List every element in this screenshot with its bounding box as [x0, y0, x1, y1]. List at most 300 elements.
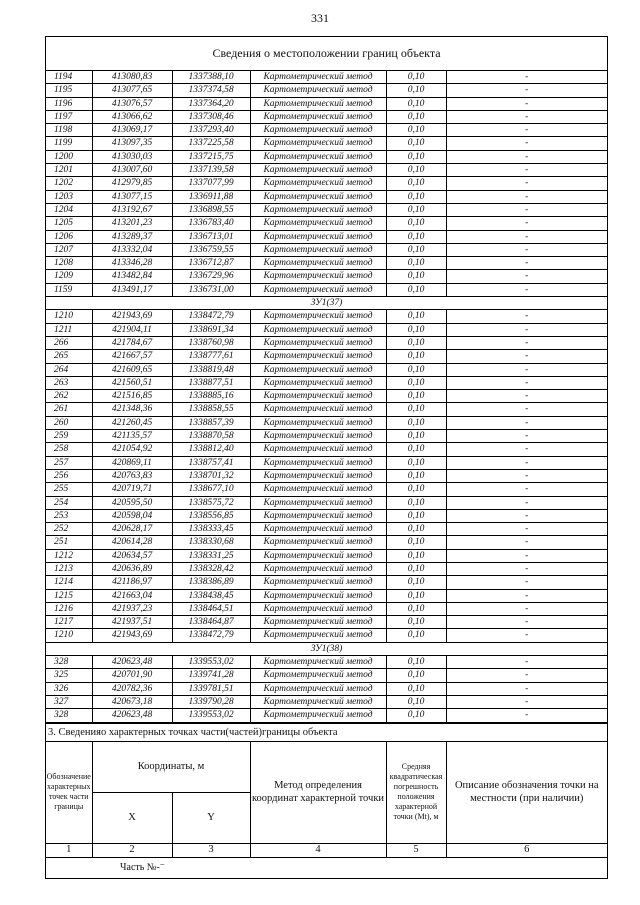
- table-row: [46, 323, 607, 336]
- table-row: [46, 124, 607, 137]
- description-cell: -: [446, 257, 607, 270]
- coord-x-cell: 413077,65: [92, 84, 172, 97]
- coord-x-cell: 421560,51: [92, 376, 172, 389]
- method-cell: Картометрический метод: [250, 483, 386, 496]
- point-number-cell: 1217: [46, 616, 92, 629]
- accuracy-cell: 0,10: [386, 403, 446, 416]
- point-number-cell: 1159: [46, 283, 92, 296]
- accuracy-cell: 0,10: [386, 177, 446, 190]
- description-cell: -: [446, 629, 607, 642]
- description-cell: -: [446, 523, 607, 536]
- coord-y-cell: 1338858,55: [172, 403, 250, 416]
- accuracy-cell: 0,10: [386, 230, 446, 243]
- coord-x-cell: 421943,69: [92, 629, 172, 642]
- method-cell: Картометрический метод: [250, 164, 386, 177]
- method-cell: Картометрический метод: [250, 190, 386, 203]
- table-row: [46, 257, 607, 270]
- table-row: [46, 84, 607, 97]
- method-cell: Картометрический метод: [250, 536, 386, 549]
- coordinates-table: [46, 71, 607, 723]
- point-number-cell: 1216: [46, 602, 92, 615]
- method-cell: Картометрический метод: [250, 137, 386, 150]
- table-row: [46, 629, 607, 642]
- description-cell: -: [446, 695, 607, 708]
- point-number-cell: 255: [46, 483, 92, 496]
- description-cell: -: [446, 336, 607, 349]
- point-number-cell: 328: [46, 656, 92, 669]
- accuracy-cell: 0,10: [386, 350, 446, 363]
- coord-y-cell: 1338328,42: [172, 562, 250, 575]
- accuracy-cell: 0,10: [386, 629, 446, 642]
- col-num-2: 2: [92, 843, 172, 857]
- method-cell: Картометрический метод: [250, 310, 386, 323]
- method-cell: Картометрический метод: [250, 616, 386, 629]
- accuracy-cell: 0,10: [386, 203, 446, 216]
- header-accuracy: Средняя квадратическая погрешность положения характерной точки (Mt), м: [386, 741, 446, 843]
- description-cell: -: [446, 656, 607, 669]
- accuracy-cell: 0,10: [386, 270, 446, 283]
- coord-y-cell: 1338472,79: [172, 629, 250, 642]
- description-cell: -: [446, 509, 607, 522]
- coord-x-cell: 421937,51: [92, 616, 172, 629]
- coord-x-cell: 420595,50: [92, 496, 172, 509]
- table-row: [46, 350, 607, 363]
- coord-x-cell: 421348,36: [92, 403, 172, 416]
- table-row: [46, 71, 607, 84]
- point-number-cell: 254: [46, 496, 92, 509]
- table-row: [46, 709, 607, 722]
- coord-y-cell: 1338877,51: [172, 376, 250, 389]
- col-num-5: 5: [386, 843, 446, 857]
- coord-y-cell: 1338575,72: [172, 496, 250, 509]
- coord-y-cell: 1338386,89: [172, 576, 250, 589]
- point-number-cell: 1210: [46, 629, 92, 642]
- table-row: [46, 416, 607, 429]
- col-num-1: 1: [46, 843, 92, 857]
- method-cell: Картометрический метод: [250, 562, 386, 575]
- method-cell: Картометрический метод: [250, 390, 386, 403]
- coord-y-cell: 1338333,45: [172, 523, 250, 536]
- coord-y-cell: 1337364,20: [172, 97, 250, 110]
- coord-x-cell: 413030,03: [92, 150, 172, 163]
- method-cell: Картометрический метод: [250, 71, 386, 84]
- coord-x-cell: 421663,04: [92, 589, 172, 602]
- coord-y-cell: 1337225,58: [172, 137, 250, 150]
- table-row: [46, 576, 607, 589]
- accuracy-cell: 0,10: [386, 137, 446, 150]
- coord-x-cell: 421135,57: [92, 430, 172, 443]
- coord-y-cell: 1336712,87: [172, 257, 250, 270]
- header-y: Y: [172, 792, 250, 843]
- description-cell: -: [446, 709, 607, 722]
- accuracy-cell: 0,10: [386, 709, 446, 722]
- coord-y-cell: 1337293,40: [172, 124, 250, 137]
- table-row: [46, 150, 607, 163]
- point-number-cell: 1196: [46, 97, 92, 110]
- method-cell: Картометрический метод: [250, 682, 386, 695]
- description-cell: -: [446, 536, 607, 549]
- point-number-cell: 252: [46, 523, 92, 536]
- point-number-cell: 1203: [46, 190, 92, 203]
- coord-y-cell: 1338330,68: [172, 536, 250, 549]
- coord-y-cell: 1338870,58: [172, 430, 250, 443]
- method-cell: Картометрический метод: [250, 629, 386, 642]
- description-cell: -: [446, 71, 607, 84]
- coord-y-cell: 1336729,96: [172, 270, 250, 283]
- accuracy-cell: 0,10: [386, 164, 446, 177]
- table-row: [46, 283, 607, 296]
- table-row: [46, 456, 607, 469]
- description-cell: -: [446, 150, 607, 163]
- method-cell: Картометрический метод: [250, 110, 386, 123]
- coord-x-cell: 420634,57: [92, 549, 172, 562]
- coord-y-cell: 1339781,51: [172, 682, 250, 695]
- coord-x-cell: 413491,17: [92, 283, 172, 296]
- table-row: [46, 682, 607, 695]
- description-cell: -: [446, 323, 607, 336]
- description-cell: -: [446, 469, 607, 482]
- accuracy-cell: 0,10: [386, 336, 446, 349]
- method-cell: Картометрический метод: [250, 403, 386, 416]
- method-cell: Картометрический метод: [250, 430, 386, 443]
- section-3-title: 3. Сведенияо характерных точках части(частей)границы объекта: [46, 723, 607, 741]
- coord-y-cell: 1338677,10: [172, 483, 250, 496]
- point-number-cell: 265: [46, 350, 92, 363]
- point-number-cell: 328: [46, 709, 92, 722]
- table-row: [46, 403, 607, 416]
- description-cell: -: [446, 203, 607, 216]
- coord-x-cell: 413069,17: [92, 124, 172, 137]
- point-number-cell: 1199: [46, 137, 92, 150]
- accuracy-cell: 0,10: [386, 483, 446, 496]
- coord-x-cell: 420673,18: [92, 695, 172, 708]
- point-number-cell: 1195: [46, 84, 92, 97]
- point-number-cell: 1197: [46, 110, 92, 123]
- point-number-cell: 266: [46, 336, 92, 349]
- description-cell: -: [446, 124, 607, 137]
- description-cell: -: [446, 416, 607, 429]
- coord-x-cell: 420628,17: [92, 523, 172, 536]
- coord-y-cell: 1337077,99: [172, 177, 250, 190]
- coord-x-cell: 420701,90: [92, 669, 172, 682]
- coord-x-cell: 420598,04: [92, 509, 172, 522]
- coord-y-cell: 1336783,40: [172, 217, 250, 230]
- method-cell: Картометрический метод: [250, 336, 386, 349]
- point-number-cell: 1208: [46, 257, 92, 270]
- coord-y-cell: 1338472,79: [172, 310, 250, 323]
- table-row: [46, 363, 607, 376]
- coord-y-cell: 1337139,58: [172, 164, 250, 177]
- coord-y-cell: 1338701,32: [172, 469, 250, 482]
- section-3-header-table: [46, 741, 607, 858]
- point-number-cell: 325: [46, 669, 92, 682]
- description-cell: -: [446, 110, 607, 123]
- point-number-cell: 251: [46, 536, 92, 549]
- point-number-cell: 1202: [46, 177, 92, 190]
- accuracy-cell: 0,10: [386, 536, 446, 549]
- method-cell: Картометрический метод: [250, 576, 386, 589]
- coord-y-cell: 1338819,48: [172, 363, 250, 376]
- accuracy-cell: 0,10: [386, 430, 446, 443]
- method-cell: Картометрический метод: [250, 456, 386, 469]
- coord-x-cell: 421784,67: [92, 336, 172, 349]
- coord-x-cell: 420782,36: [92, 682, 172, 695]
- accuracy-cell: 0,10: [386, 576, 446, 589]
- method-cell: Картометрический метод: [250, 695, 386, 708]
- table-row: [46, 483, 607, 496]
- point-number-cell: 261: [46, 403, 92, 416]
- point-number-cell: 253: [46, 509, 92, 522]
- accuracy-cell: 0,10: [386, 509, 446, 522]
- description-cell: -: [446, 283, 607, 296]
- description-cell: -: [446, 270, 607, 283]
- header-coordinates: Координаты, м: [92, 741, 250, 792]
- coord-x-cell: 421054,92: [92, 443, 172, 456]
- method-cell: Картометрический метод: [250, 363, 386, 376]
- table-row: [46, 190, 607, 203]
- table-row: [46, 243, 607, 256]
- coord-y-cell: 1336731,00: [172, 283, 250, 296]
- accuracy-cell: 0,10: [386, 496, 446, 509]
- coord-y-cell: 1338556,85: [172, 509, 250, 522]
- accuracy-cell: 0,10: [386, 669, 446, 682]
- description-cell: -: [446, 84, 607, 97]
- table-row: [46, 203, 607, 216]
- accuracy-cell: 0,10: [386, 589, 446, 602]
- table-row: [46, 616, 607, 629]
- method-cell: Картометрический метод: [250, 350, 386, 363]
- point-number-cell: 1214: [46, 576, 92, 589]
- accuracy-cell: 0,10: [386, 243, 446, 256]
- accuracy-cell: 0,10: [386, 124, 446, 137]
- description-cell: -: [446, 496, 607, 509]
- coord-x-cell: 413077,15: [92, 190, 172, 203]
- coord-x-cell: 413080,83: [92, 71, 172, 84]
- table-row: [46, 390, 607, 403]
- table-row: [46, 589, 607, 602]
- accuracy-cell: 0,10: [386, 695, 446, 708]
- accuracy-cell: 0,10: [386, 616, 446, 629]
- coord-y-cell: 1339741,28: [172, 669, 250, 682]
- description-cell: -: [446, 97, 607, 110]
- point-number-cell: 257: [46, 456, 92, 469]
- header-description: Описание обозначения точки на местности (при наличии): [446, 741, 607, 843]
- point-number-cell: 1207: [46, 243, 92, 256]
- description-cell: -: [446, 616, 607, 629]
- accuracy-cell: 0,10: [386, 416, 446, 429]
- coord-x-cell: 420636,89: [92, 562, 172, 575]
- description-cell: -: [446, 137, 607, 150]
- coord-x-cell: 420623,48: [92, 656, 172, 669]
- table-row: [46, 443, 607, 456]
- description-cell: -: [446, 190, 607, 203]
- description-cell: -: [446, 363, 607, 376]
- coord-x-cell: 421943,69: [92, 310, 172, 323]
- description-cell: -: [446, 562, 607, 575]
- accuracy-cell: 0,10: [386, 310, 446, 323]
- description-cell: -: [446, 376, 607, 389]
- method-cell: Картометрический метод: [250, 150, 386, 163]
- table-row: [46, 549, 607, 562]
- coord-y-cell: 1337388,10: [172, 71, 250, 84]
- coord-y-cell: 1338438,45: [172, 589, 250, 602]
- description-cell: -: [446, 576, 607, 589]
- point-number-cell: 326: [46, 682, 92, 695]
- part-label: Часть №-⁻: [120, 861, 165, 873]
- point-number-cell: 327: [46, 695, 92, 708]
- coord-y-cell: 1338464,51: [172, 602, 250, 615]
- section-row: [46, 297, 607, 310]
- coord-y-cell: 1338857,39: [172, 416, 250, 429]
- coord-y-cell: 1336759,55: [172, 243, 250, 256]
- method-cell: Картометрический метод: [250, 509, 386, 522]
- point-number-cell: 258: [46, 443, 92, 456]
- table-row: [46, 336, 607, 349]
- accuracy-cell: 0,10: [386, 150, 446, 163]
- accuracy-cell: 0,10: [386, 549, 446, 562]
- accuracy-cell: 0,10: [386, 376, 446, 389]
- table-row: [46, 656, 607, 669]
- table-row: [46, 137, 607, 150]
- table-row: [46, 110, 607, 123]
- method-cell: Картометрический метод: [250, 656, 386, 669]
- method-cell: Картометрический метод: [250, 496, 386, 509]
- table-row: [46, 469, 607, 482]
- accuracy-cell: 0,10: [386, 190, 446, 203]
- coord-y-cell: 1338885,16: [172, 390, 250, 403]
- point-number-cell: 256: [46, 469, 92, 482]
- coord-x-cell: 413007,60: [92, 164, 172, 177]
- method-cell: Картометрический метод: [250, 523, 386, 536]
- point-number-cell: 1204: [46, 203, 92, 216]
- table-row: [46, 509, 607, 522]
- coord-y-cell: 1336911,88: [172, 190, 250, 203]
- point-number-cell: 1205: [46, 217, 92, 230]
- table-row: [46, 602, 607, 615]
- section-row: [46, 642, 607, 655]
- header-method: Метод определения координат характерной точки: [250, 741, 386, 843]
- method-cell: Картометрический метод: [250, 469, 386, 482]
- boundary-table-frame: [45, 36, 608, 879]
- point-number-cell: 1200: [46, 150, 92, 163]
- coord-x-cell: 420719,71: [92, 483, 172, 496]
- table-row: [46, 97, 607, 110]
- coord-x-cell: 413076,57: [92, 97, 172, 110]
- method-cell: Картометрический метод: [250, 669, 386, 682]
- coord-y-cell: 1339790,28: [172, 695, 250, 708]
- table-row: [46, 230, 607, 243]
- description-cell: -: [446, 669, 607, 682]
- point-number-cell: 1212: [46, 549, 92, 562]
- coord-y-cell: 1336898,55: [172, 203, 250, 216]
- point-number-cell: 260: [46, 416, 92, 429]
- method-cell: Картометрический метод: [250, 177, 386, 190]
- col-num-4: 4: [250, 843, 386, 857]
- point-number-cell: 1215: [46, 589, 92, 602]
- table-row: [46, 562, 607, 575]
- method-cell: Картометрический метод: [250, 97, 386, 110]
- accuracy-cell: 0,10: [386, 323, 446, 336]
- accuracy-cell: 0,10: [386, 283, 446, 296]
- point-number-cell: 1201: [46, 164, 92, 177]
- section-label: ЗУ1(37): [46, 297, 607, 310]
- description-cell: -: [446, 217, 607, 230]
- point-number-cell: 259: [46, 430, 92, 443]
- table-row: [46, 695, 607, 708]
- coord-x-cell: 413097,35: [92, 137, 172, 150]
- accuracy-cell: 0,10: [386, 602, 446, 615]
- accuracy-cell: 0,10: [386, 257, 446, 270]
- coord-y-cell: 1338757,41: [172, 456, 250, 469]
- method-cell: Картометрический метод: [250, 283, 386, 296]
- method-cell: Картометрический метод: [250, 203, 386, 216]
- table-title: Сведения о местоположении границ объекта: [46, 37, 607, 71]
- method-cell: Картометрический метод: [250, 243, 386, 256]
- point-number-cell: 263: [46, 376, 92, 389]
- table-row: [46, 217, 607, 230]
- table-row: [46, 177, 607, 190]
- point-number-cell: 1213: [46, 562, 92, 575]
- coord-y-cell: 1337374,58: [172, 84, 250, 97]
- coord-y-cell: 1338464,87: [172, 616, 250, 629]
- coord-y-cell: 1338812,40: [172, 443, 250, 456]
- coord-x-cell: 421260,45: [92, 416, 172, 429]
- header-x: X: [92, 792, 172, 843]
- table-row: [46, 669, 607, 682]
- coord-x-cell: 413201,23: [92, 217, 172, 230]
- point-number-cell: 262: [46, 390, 92, 403]
- description-cell: -: [446, 549, 607, 562]
- coord-x-cell: 412979,85: [92, 177, 172, 190]
- coord-y-cell: 1339553,02: [172, 709, 250, 722]
- method-cell: Картометрический метод: [250, 709, 386, 722]
- coord-x-cell: 421904,11: [92, 323, 172, 336]
- coord-x-cell: 413289,37: [92, 230, 172, 243]
- accuracy-cell: 0,10: [386, 110, 446, 123]
- description-cell: -: [446, 589, 607, 602]
- coord-y-cell: 1336713,01: [172, 230, 250, 243]
- description-cell: -: [446, 443, 607, 456]
- method-cell: Картометрический метод: [250, 323, 386, 336]
- table-row: [46, 270, 607, 283]
- description-cell: -: [446, 483, 607, 496]
- description-cell: -: [446, 177, 607, 190]
- coord-y-cell: 1338691,34: [172, 323, 250, 336]
- method-cell: Картометрический метод: [250, 602, 386, 615]
- description-cell: -: [446, 602, 607, 615]
- method-cell: Картометрический метод: [250, 257, 386, 270]
- description-cell: -: [446, 230, 607, 243]
- method-cell: Картометрический метод: [250, 270, 386, 283]
- description-cell: -: [446, 390, 607, 403]
- section-label: ЗУ1(38): [46, 642, 607, 655]
- description-cell: -: [446, 403, 607, 416]
- coord-y-cell: 1338331,25: [172, 549, 250, 562]
- accuracy-cell: 0,10: [386, 469, 446, 482]
- table-row: [46, 376, 607, 389]
- description-cell: -: [446, 430, 607, 443]
- accuracy-cell: 0,10: [386, 71, 446, 84]
- point-number-cell: 1194: [46, 71, 92, 84]
- coord-x-cell: 421937,23: [92, 602, 172, 615]
- coord-x-cell: 413346,28: [92, 257, 172, 270]
- accuracy-cell: 0,10: [386, 390, 446, 403]
- accuracy-cell: 0,10: [386, 363, 446, 376]
- table-row: [46, 536, 607, 549]
- coord-y-cell: 1339553,02: [172, 656, 250, 669]
- point-number-cell: 1206: [46, 230, 92, 243]
- description-cell: -: [446, 243, 607, 256]
